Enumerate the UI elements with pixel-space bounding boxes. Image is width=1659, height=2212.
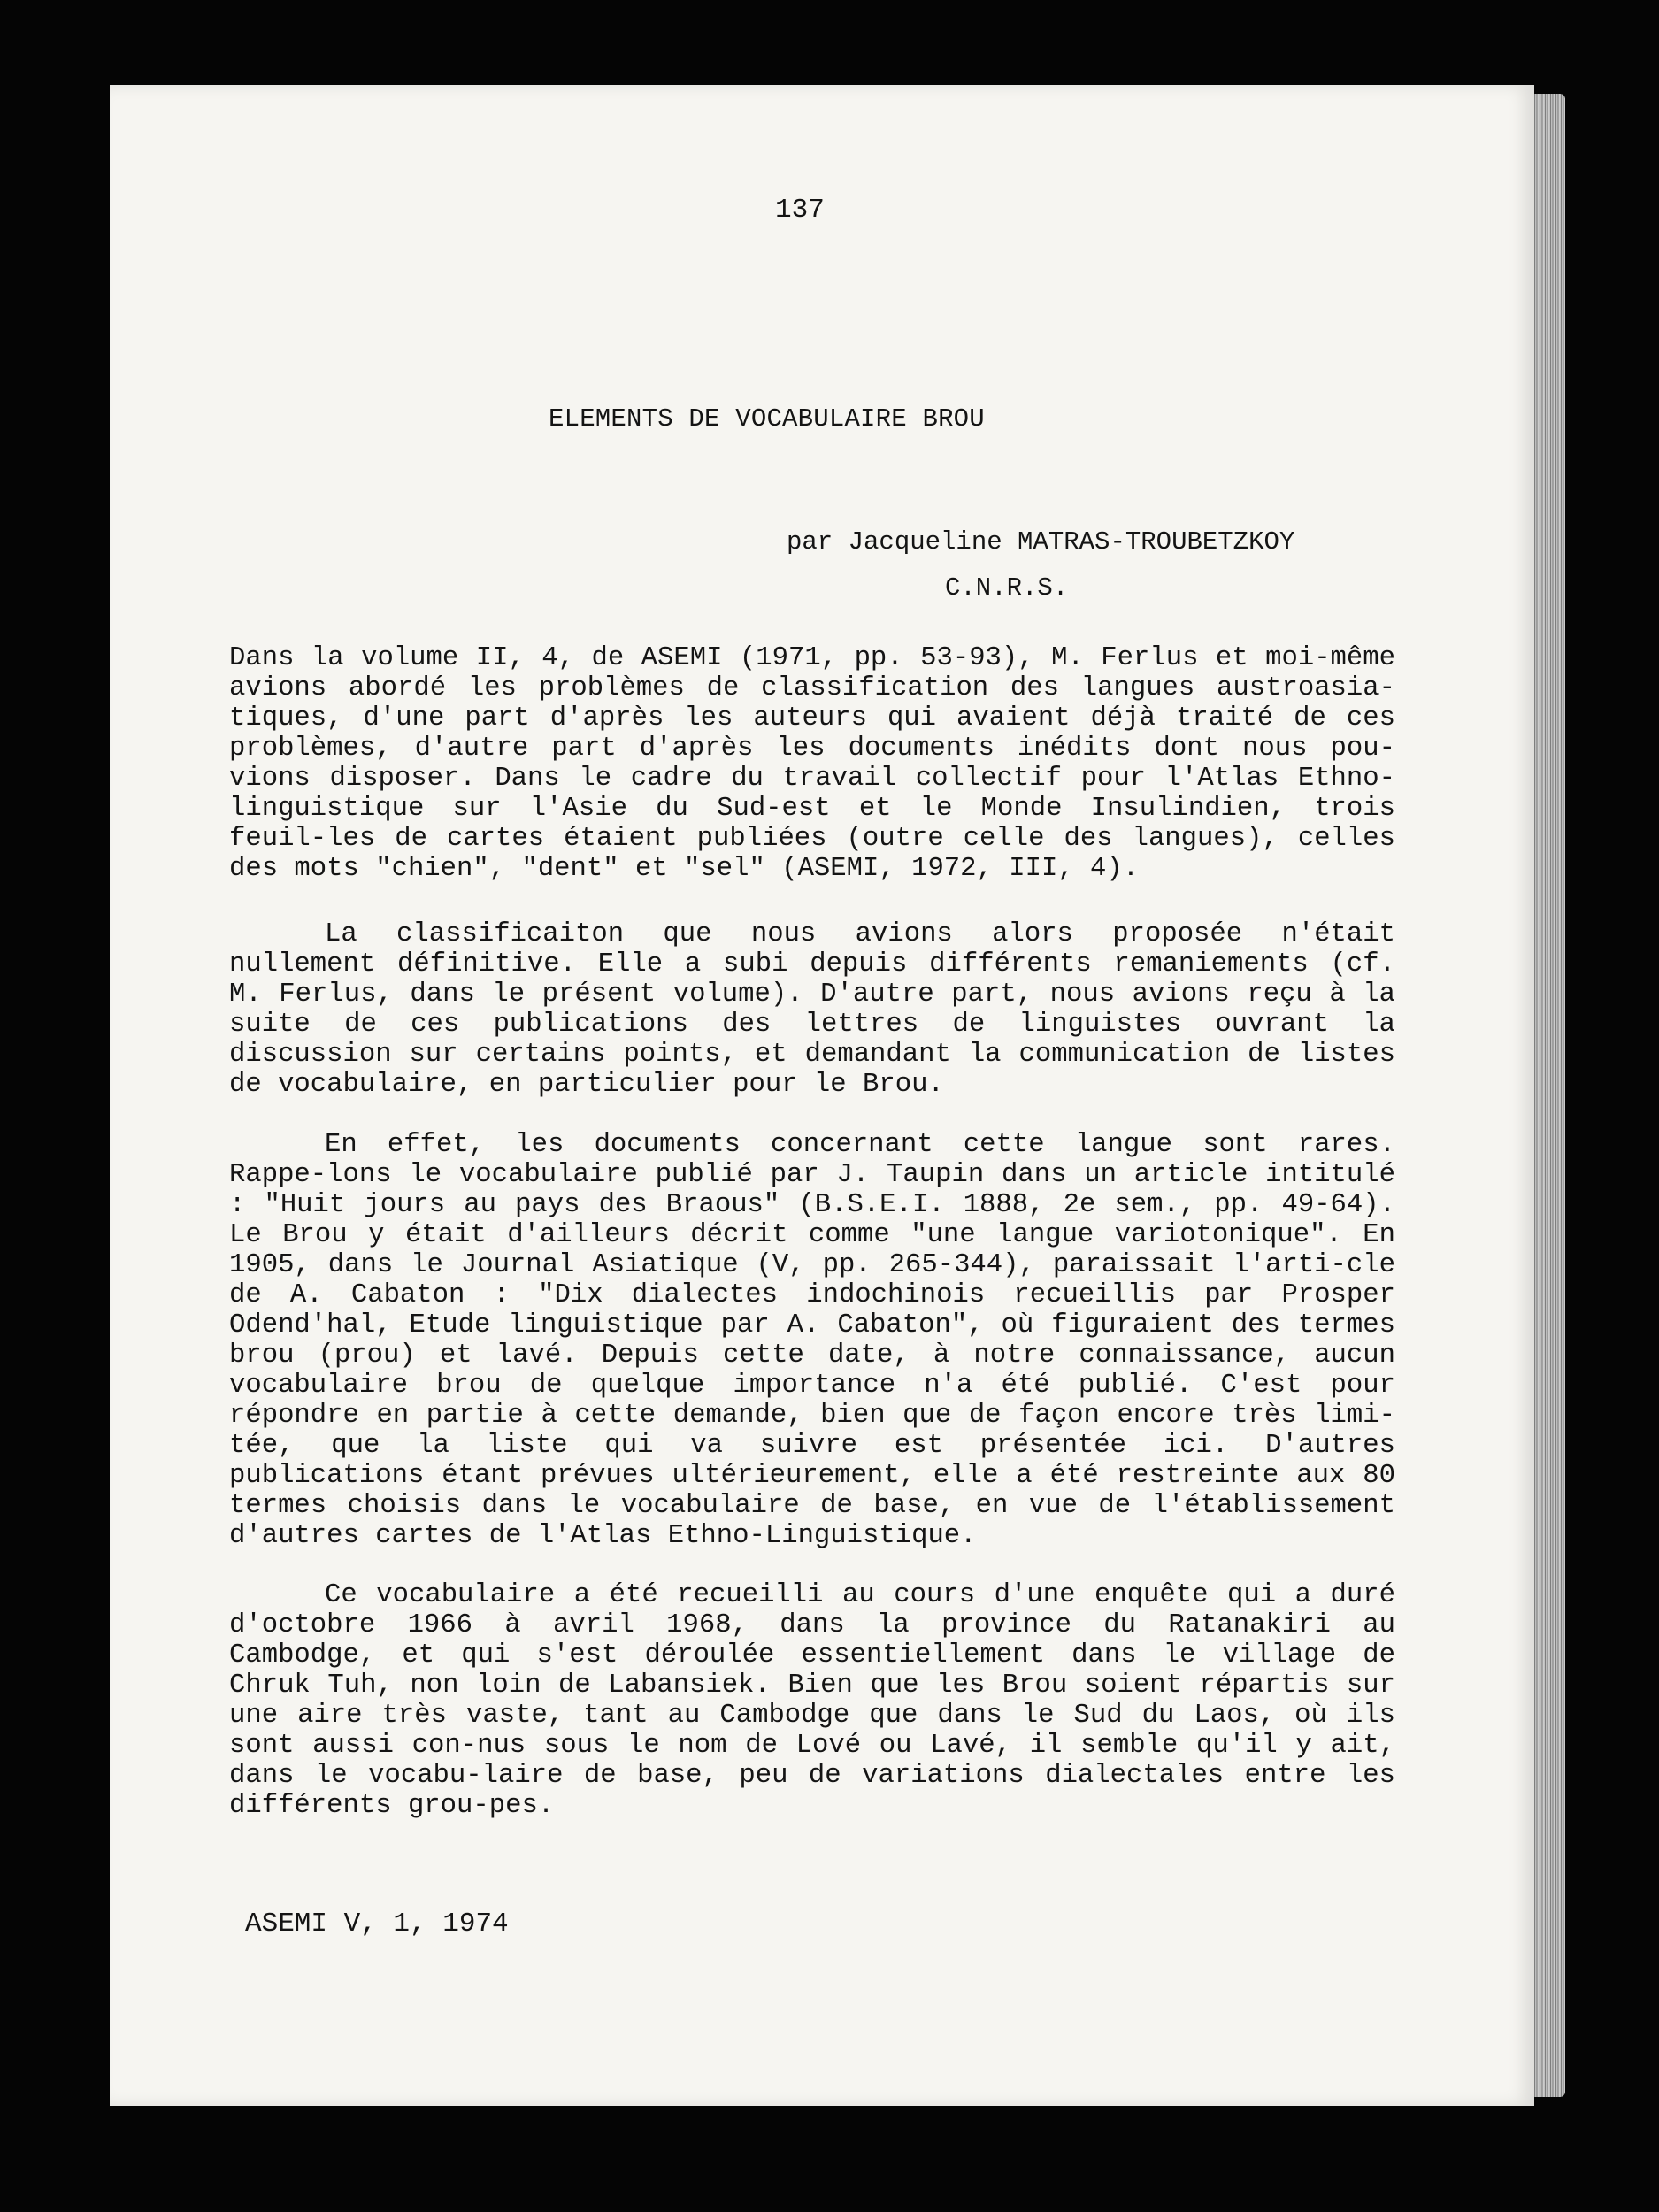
- page-number: 137: [775, 195, 825, 226]
- paragraph-3: En effet, les documents concernant cette langue sont rares. Rappe-lons le vocabulaire publié par J. Taupin dans un article intitulé : "Huit jours au pays des Braous" (B.S.E.I. 1888, 2e sem., pp. 49-64). Le Brou y était d'ailleurs décrit comme "une langue variotonique". En 1905, dans le Journal Asiatique (V, pp. 265-344), paraissait l'arti-cle de A. Cabaton : "Dix dialectes indochinois recueillis par Prosper Odend'hal, Etude linguistique par A. Cabaton", où figuraient des termes brou (prou) et lavé. Depuis cette date, à notre connaissance, aucun vocabulaire brou de quelque importance n'a été publié. C'est pour répondre en partie à cette demande, bien que de façon encore très limi-tée, que la liste qui va suivre est présentée ici. D'autres publications étant prévues ultérieurement, elle a été restreinte aux 80 termes choisis dans le vocabulaire de base, en vue de l'établissement d'autres cartes de l'Atlas Ethno-Linguistique.: [229, 1130, 1395, 1551]
- author-line: par Jacqueline MATRAS-TROUBETZKOY: [787, 527, 1295, 557]
- affiliation: C.N.R.S.: [945, 573, 1069, 603]
- paragraph-2: La classificaiton que nous avions alors proposée n'était nullement définitive. Elle a subi depuis différents remaniements (cf. M. Ferlus, dans le présent volume). D'autre part, nous avions reçu à la suite de ces publications des lettres de linguistes ouvrant la discussion sur certains points, et demandant la communication de listes de vocabulaire, en particulier pour le Brou.: [229, 919, 1395, 1100]
- paragraph-4: Ce vocabulaire a été recueilli au cours d'une enquête qui a duré d'octobre 1966 à avril 1968, dans la province du Ratanakiri au Cambodge, et qui s'est déroulée essentiellement dans le village de Chruk Tuh, non loin de Labansiek. Bien que les Brou soient répartis sur une aire très vaste, tant au Cambodge que dans le Sud du Laos, où ils sont aussi con-nus sous le nom de Lové ou Lavé, il semble qu'il y ait, dans le vocabu-laire de base, peu de variations dialectales entre les différents grou-pes.: [229, 1580, 1395, 1821]
- article-title: ELEMENTS DE VOCABULAIRE BROU: [549, 404, 985, 434]
- journal-citation-footer: ASEMI V, 1, 1974: [245, 1909, 509, 1939]
- show-through-text: [248, 345, 280, 405]
- paragraph-1: Dans la volume II, 4, de ASEMI (1971, pp. 53-93), M. Ferlus et moi-même avions abordé les problèmes de classification des langues austroasia-tiques, d'une part d'après les auteurs qui avaient déjà traité de ces problèmes, d'autre part d'après les documents inédits dont nous pou-vions disposer. Dans le cadre du travail collectif pour l'Atlas Ethno-linguistique sur l'Asie du Sud-est et le Monde Insulindien, trois feuil-les de cartes étaient publiées (outre celle des langues), celles des mots "chien", "dent" et "sel" (ASEMI, 1972, III, 4).: [229, 643, 1395, 884]
